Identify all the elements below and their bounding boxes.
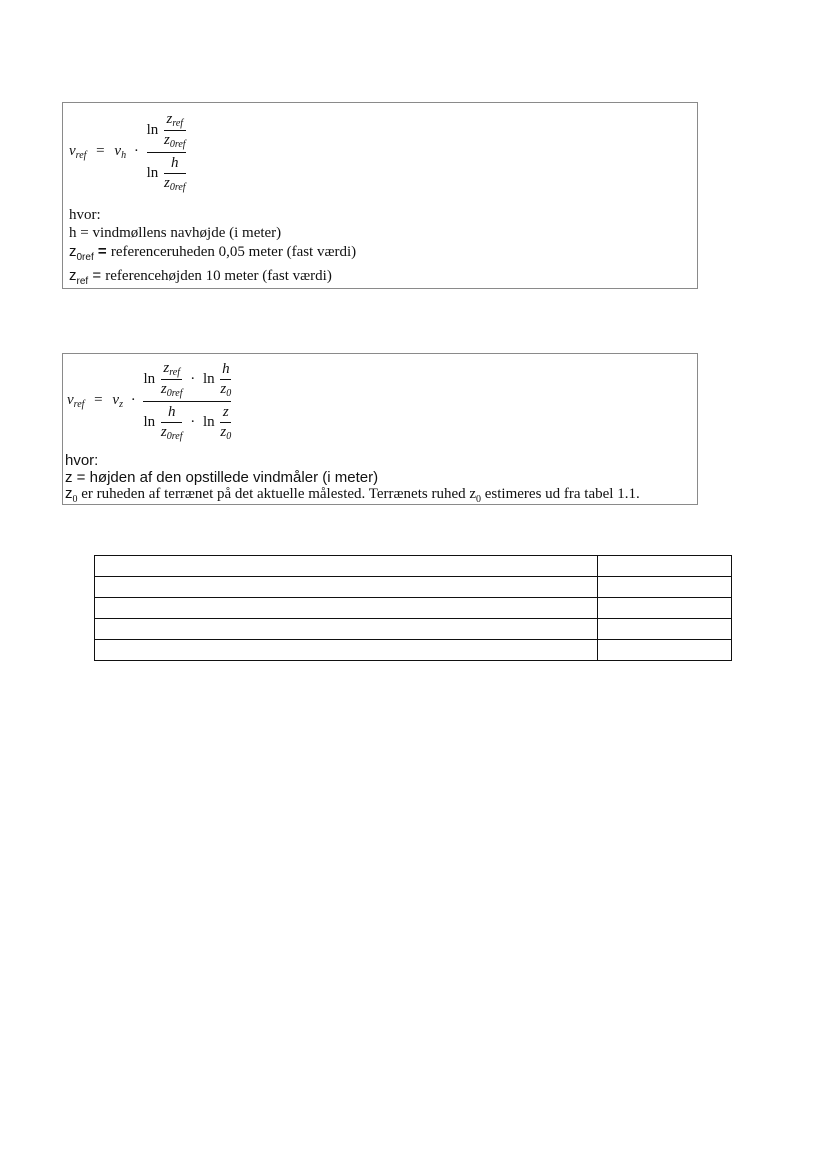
formula-box-vindmaaler <box>62 353 698 505</box>
main-fraction: ln $\frac{z_{ref}}{z_{0ref}}$ · ln $\frac{h}{z_0}$ ln $\frac{h}{z_{0ref}}$ · ln $\frac{z}{z_0}$ <box>143 360 232 442</box>
where-label: hvor: <box>65 452 99 469</box>
formula-vref-vindmaaler: $v_{ref} = v_z$ · ln $\frac{z_{ref}}{z_{0ref}}$ · ln $\frac{h}{z_0}$ ln $\frac{h}{z_{0ref}}$ · ln $\frac{z}{z_0}$ <box>67 360 232 442</box>
formula-box-navhoejde <box>62 102 698 289</box>
table-cell <box>598 619 732 640</box>
table-cell <box>95 556 598 577</box>
definition-z0ref: $z_{0ref}$ = referenceruheden 0,05 meter (fast værdi) <box>69 243 357 263</box>
table-cell <box>95 598 598 619</box>
definition-z: z = højden af den opstillede vindmåler (i meter) <box>65 469 379 486</box>
main-fraction: ln $\frac{z_{ref}}{z_{0ref}}$ ln $\frac{h}{z_{0ref}}$ <box>146 111 186 193</box>
table-row <box>95 640 732 661</box>
table-cell <box>95 577 598 598</box>
definition-z0: $z_0$ er ruheden af terrænet på det aktuelle målested. Terrænets ruhed $z_0$ estimeres ud fra tabel 1.1. <box>65 485 640 505</box>
empty-table <box>94 555 732 661</box>
definition-zref: $z_{ref}$ = referencehøjden 10 meter (fast værdi) <box>69 267 332 287</box>
formula-lhs: v <box>69 143 76 159</box>
definition-h: h = vindmøllens navhøjde (i meter) <box>69 225 282 241</box>
table-row <box>95 556 732 577</box>
table-cell <box>598 577 732 598</box>
table-row <box>95 577 732 598</box>
formula-vref-navhoejde: $v_{ref} = v_h$ · ln $\frac{z_{ref}}{z_{0ref}}$ ln $\frac{h}{z_{0ref}}$ <box>69 111 186 193</box>
table-row <box>95 598 732 619</box>
table-cell <box>598 598 732 619</box>
where-label: hvor: <box>69 207 101 223</box>
table-cell <box>598 640 732 661</box>
table-row <box>95 619 732 640</box>
table-cell <box>598 556 732 577</box>
table-cell <box>95 640 598 661</box>
table-cell <box>95 619 598 640</box>
